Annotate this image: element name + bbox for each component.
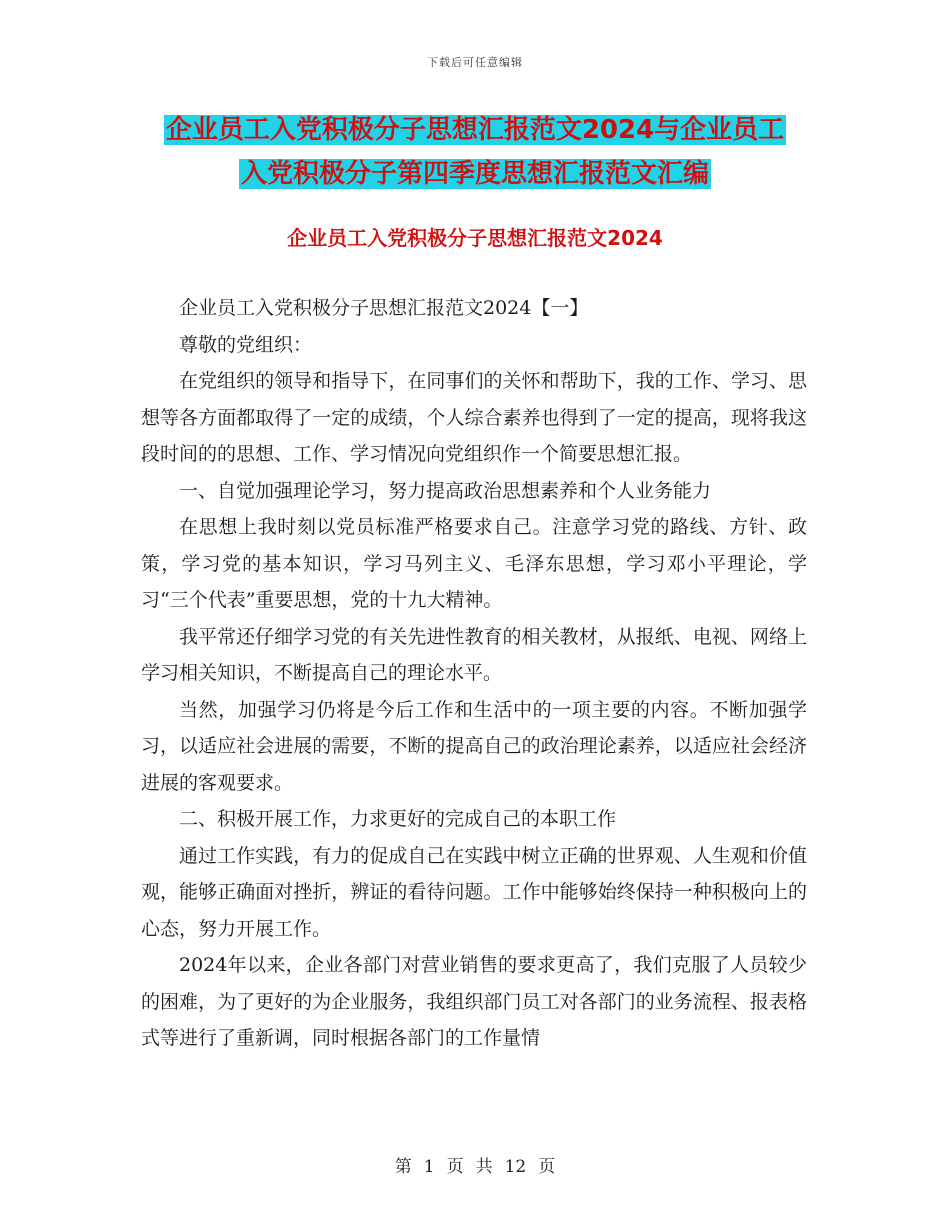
paragraph: 当然，加强学习仍将是今后工作和生活中的一项主要的内容。不断加强学习，以适应社会进展的需要，不断的提高自己的政治理论素养，以适应社会经济进展的客观要求。	[141, 698, 807, 794]
body-text	[141, 290, 807, 1057]
footer-label-page: 第	[394, 1157, 412, 1177]
paragraph: 尊敬的党组织：	[179, 333, 313, 356]
paragraph: 一、自觉加强理论学习，努力提高政治思想素养和个人业务能力	[179, 479, 712, 502]
footer-current-page: 1	[423, 1157, 435, 1177]
paragraph: 二、积极开展工作，力求更好的完成自己的本职工作	[179, 808, 617, 830]
footer-label-unit2: 页	[538, 1157, 556, 1177]
paragraph: 通过工作实践，有力的促成自己在实践中树立正确的世界观、人生观和价值观，能够正确面对挫折，辨证的看待问题。工作中能够始终保持一种积极向上的心态，努力开展工作。	[141, 844, 807, 940]
title-line-2-text: 入党积极分子第四季度思想汇报范文汇编	[240, 159, 709, 189]
footer-label-total: 共	[475, 1157, 493, 1177]
header-note: 下载后可任意编辑	[427, 56, 523, 69]
title-line-2	[0, 152, 950, 196]
paragraph: 企业员工入党积极分子思想汇报范文2024【一】	[179, 297, 589, 319]
paragraph: 在党组织的领导和指导下，在同事们的关怀和帮助下，我的工作、学习、思想等各方面都取得了一定的成绩，个人综合素养也得到了一定的提高，现将我这段时间的的思想、工作、学习情况向党组织作一个简要思想汇报。	[141, 370, 807, 465]
footer-label-unit: 页	[446, 1157, 464, 1177]
section-title: 企业员工入党积极分子思想汇报范文2024	[287, 226, 663, 250]
title-line-1	[0, 108, 950, 152]
page-footer	[0, 1152, 950, 1177]
paragraph: 在思想上我时刻以党员标准严格要求自己。注意学习党的路线、方针、政策，学习党的基本知识，学习马列主义、毛泽东思想，学习邓小平理论，学习“三个代表”重要思想，党的十九大精神。	[141, 516, 807, 611]
document-title	[0, 108, 950, 196]
paragraph: 我平常还仔细学习党的有关先进性教育的相关教材，从报纸、电视、网络上学习相关知识，不断提高自己的理论水平。	[141, 625, 807, 684]
footer-total-pages: 12	[504, 1157, 527, 1177]
title-line-1-text: 企业员工入党积极分子思想汇报范文2024与企业员工	[165, 115, 785, 145]
paragraph: 2024年以来，企业各部门对营业销售的要求更高了，我们克服了人员较少的困难，为了更好的为企业服务，我组织部门员工对各部门的业务流程、报表格式等进行了重新调，同时根据各部门的工作量情	[141, 954, 807, 1049]
